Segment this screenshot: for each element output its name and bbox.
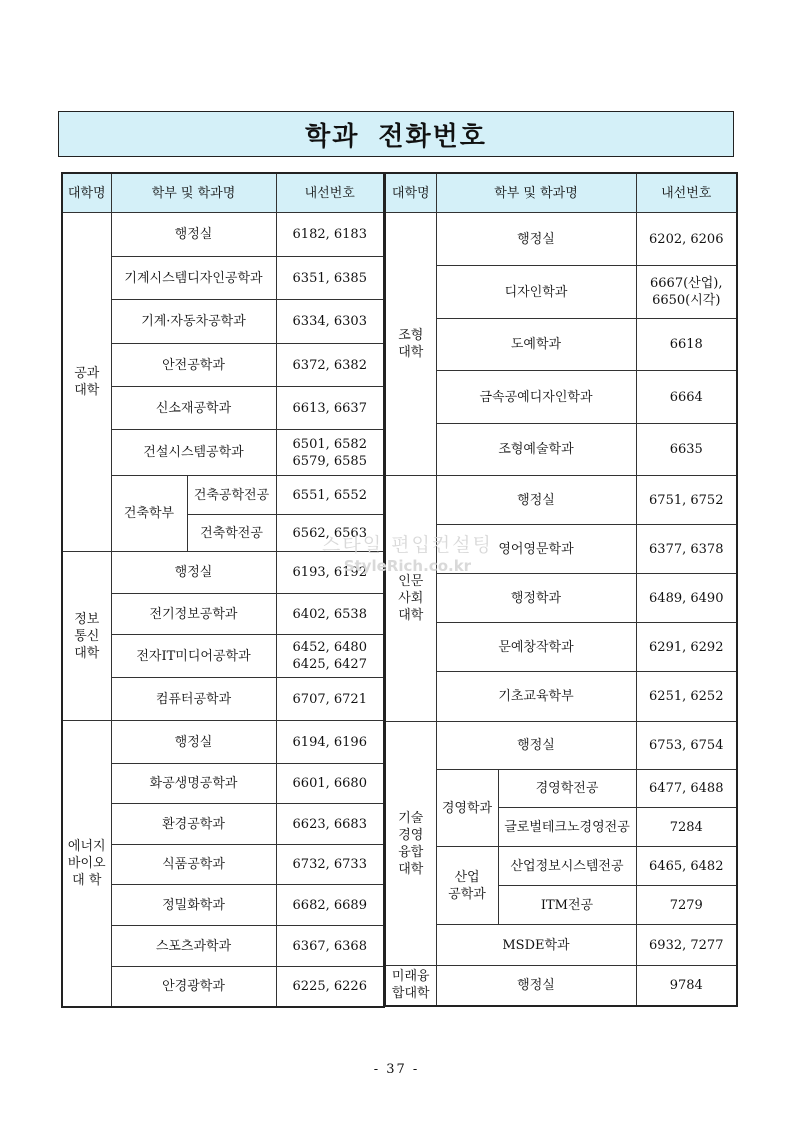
dept-name: 전기정보공학과 — [111, 594, 276, 635]
page-title: 학과 전화번호 — [305, 121, 487, 152]
table-row — [62, 300, 384, 344]
major-name: 글로벌테크노경영전공 — [498, 808, 636, 847]
ext-number: 6707, 6721 — [276, 678, 384, 721]
table-row — [62, 476, 384, 515]
table-row — [62, 344, 384, 387]
ext-number: 6664 — [636, 371, 737, 424]
table-row — [385, 319, 737, 371]
dept-name: 행정실 — [436, 476, 636, 525]
dept-name: 기초교육학부 — [436, 672, 636, 722]
table-row — [62, 430, 384, 476]
header-dept: 학부 및 학과명 — [111, 173, 276, 213]
ext-number: 6351, 6385 — [276, 257, 384, 300]
dept-name: 경영학과 — [436, 770, 498, 847]
dept-name: 건설시스템공학과 — [111, 430, 276, 476]
ext-number: 6623, 6683 — [276, 804, 384, 845]
dept-name: 행정학과 — [436, 574, 636, 623]
table-row — [62, 845, 384, 885]
table-row — [62, 552, 384, 594]
table-row — [385, 770, 737, 808]
table-header-row — [385, 173, 737, 213]
header-ext: 내선번호 — [636, 173, 737, 213]
ext-number: 6193, 6192 — [276, 552, 384, 594]
ext-number: 6613, 6637 — [276, 387, 384, 430]
phone-table-right — [384, 172, 738, 1007]
dept-name: 산업 공학과 — [436, 847, 498, 925]
dept-name: 정밀화학과 — [111, 885, 276, 926]
dept-name: 건축학부 — [111, 476, 187, 552]
ext-number: 6202, 6206 — [636, 213, 737, 266]
dept-name: 컴퓨터공학과 — [111, 678, 276, 721]
ext-number: 7284 — [636, 808, 737, 847]
major-name: 경영학전공 — [498, 770, 636, 808]
table-row — [385, 966, 737, 1006]
major-name: ITM전공 — [498, 886, 636, 925]
ext-number: 6182, 6183 — [276, 213, 384, 257]
ext-number: 6618 — [636, 319, 737, 371]
dept-name: 영어영문학과 — [436, 525, 636, 574]
major-name: 건축학전공 — [187, 515, 276, 552]
table-row — [62, 721, 384, 764]
ext-number: 6682, 6689 — [276, 885, 384, 926]
major-name: 건축공학전공 — [187, 476, 276, 515]
ext-number: 6501, 6582 6579, 6585 — [276, 430, 384, 476]
table-row — [62, 967, 384, 1007]
watermark-line1: 스타일 편입컨설팅 — [322, 534, 493, 556]
ext-number: 6194, 6196 — [276, 721, 384, 764]
dept-name: 기계·자동차공학과 — [111, 300, 276, 344]
dept-name: 행정실 — [436, 966, 636, 1006]
dept-name: 행정실 — [111, 213, 276, 257]
table-row — [385, 266, 737, 319]
dept-name: 금속공예디자인학과 — [436, 371, 636, 424]
table-row — [62, 594, 384, 635]
table-row — [385, 574, 737, 623]
table-row — [62, 387, 384, 430]
table-header-row — [62, 173, 384, 213]
college-arts: 조형 대학 — [385, 213, 436, 476]
watermark-line2: StyleRich.co.kr — [343, 557, 472, 575]
major-name: 산업정보시스템전공 — [498, 847, 636, 886]
header-college: 대학명 — [62, 173, 111, 213]
dept-name: 기계시스템디자인공학과 — [111, 257, 276, 300]
ext-number: 7279 — [636, 886, 737, 925]
dept-name: 화공생명공학과 — [111, 764, 276, 804]
table-row — [385, 623, 737, 672]
ext-number: 6477, 6488 — [636, 770, 737, 808]
table-row — [385, 424, 737, 476]
header-ext: 내선번호 — [276, 173, 384, 213]
header-college: 대학명 — [385, 173, 436, 213]
table-row — [385, 371, 737, 424]
dept-name: 도예학과 — [436, 319, 636, 371]
ext-number: 6732, 6733 — [276, 845, 384, 885]
table-row — [62, 926, 384, 967]
table-row — [62, 764, 384, 804]
college-energy: 에너지 바이오 대 학 — [62, 721, 111, 1007]
dept-name: 전자IT미디어공학과 — [111, 635, 276, 678]
table-row — [62, 804, 384, 845]
dept-name: 행정실 — [111, 552, 276, 594]
ext-number: 6932, 7277 — [636, 925, 737, 966]
table-row — [385, 925, 737, 966]
ext-number: 6452, 6480 6425, 6427 — [276, 635, 384, 678]
dept-name: 스포츠과학과 — [111, 926, 276, 967]
table-row — [62, 257, 384, 300]
table-row — [62, 678, 384, 721]
dept-name: 안경광학과 — [111, 967, 276, 1007]
table-row — [385, 722, 737, 770]
college-info: 정보 통신 대학 — [62, 552, 111, 721]
page-number: - 37 - — [373, 1062, 420, 1077]
dept-name: 신소재공학과 — [111, 387, 276, 430]
ext-number: 9784 — [636, 966, 737, 1006]
ext-number: 6551, 6552 — [276, 476, 384, 515]
table-row — [385, 213, 737, 266]
table-row — [62, 635, 384, 678]
college-future: 미래융 합대학 — [385, 966, 436, 1006]
table-row — [385, 847, 737, 886]
ext-number: 6753, 6754 — [636, 722, 737, 770]
dept-name: 조형예술학과 — [436, 424, 636, 476]
ext-number: 6225, 6226 — [276, 967, 384, 1007]
ext-number: 6562, 6563 — [276, 515, 384, 552]
dept-name: 문예창작학과 — [436, 623, 636, 672]
ext-number: 6465, 6482 — [636, 847, 737, 886]
ext-number: 6635 — [636, 424, 737, 476]
ext-number: 6291, 6292 — [636, 623, 737, 672]
dept-name: 환경공학과 — [111, 804, 276, 845]
dept-name: 안전공학과 — [111, 344, 276, 387]
dept-name: 디자인학과 — [436, 266, 636, 319]
table-row — [385, 525, 737, 574]
dept-name: MSDE학과 — [436, 925, 636, 966]
ext-number: 6751, 6752 — [636, 476, 737, 525]
table-row — [385, 672, 737, 722]
ext-number: 6489, 6490 — [636, 574, 737, 623]
header-dept: 학부 및 학과명 — [436, 173, 636, 213]
table-row — [385, 476, 737, 525]
ext-number: 6334, 6303 — [276, 300, 384, 344]
ext-number: 6377, 6378 — [636, 525, 737, 574]
ext-number: 6251, 6252 — [636, 672, 737, 722]
ext-number: 6402, 6538 — [276, 594, 384, 635]
dept-name: 행정실 — [436, 722, 636, 770]
ext-number: 6372, 6382 — [276, 344, 384, 387]
ext-number: 6367, 6368 — [276, 926, 384, 967]
table-row — [62, 213, 384, 257]
dept-name: 식품공학과 — [111, 845, 276, 885]
dept-name: 행정실 — [111, 721, 276, 764]
dept-name: 행정실 — [436, 213, 636, 266]
ext-number: 6601, 6680 — [276, 764, 384, 804]
college-engineering: 공과 대학 — [62, 213, 111, 552]
page-title-box — [58, 111, 734, 157]
college-humanities: 인문 사회 대학 — [385, 476, 436, 722]
table-row — [62, 885, 384, 926]
ext-number: 6667(산업), 6650(시각) — [636, 266, 737, 319]
college-tech: 기술 경영 융합 대학 — [385, 722, 436, 966]
phone-table-left — [61, 172, 385, 1008]
